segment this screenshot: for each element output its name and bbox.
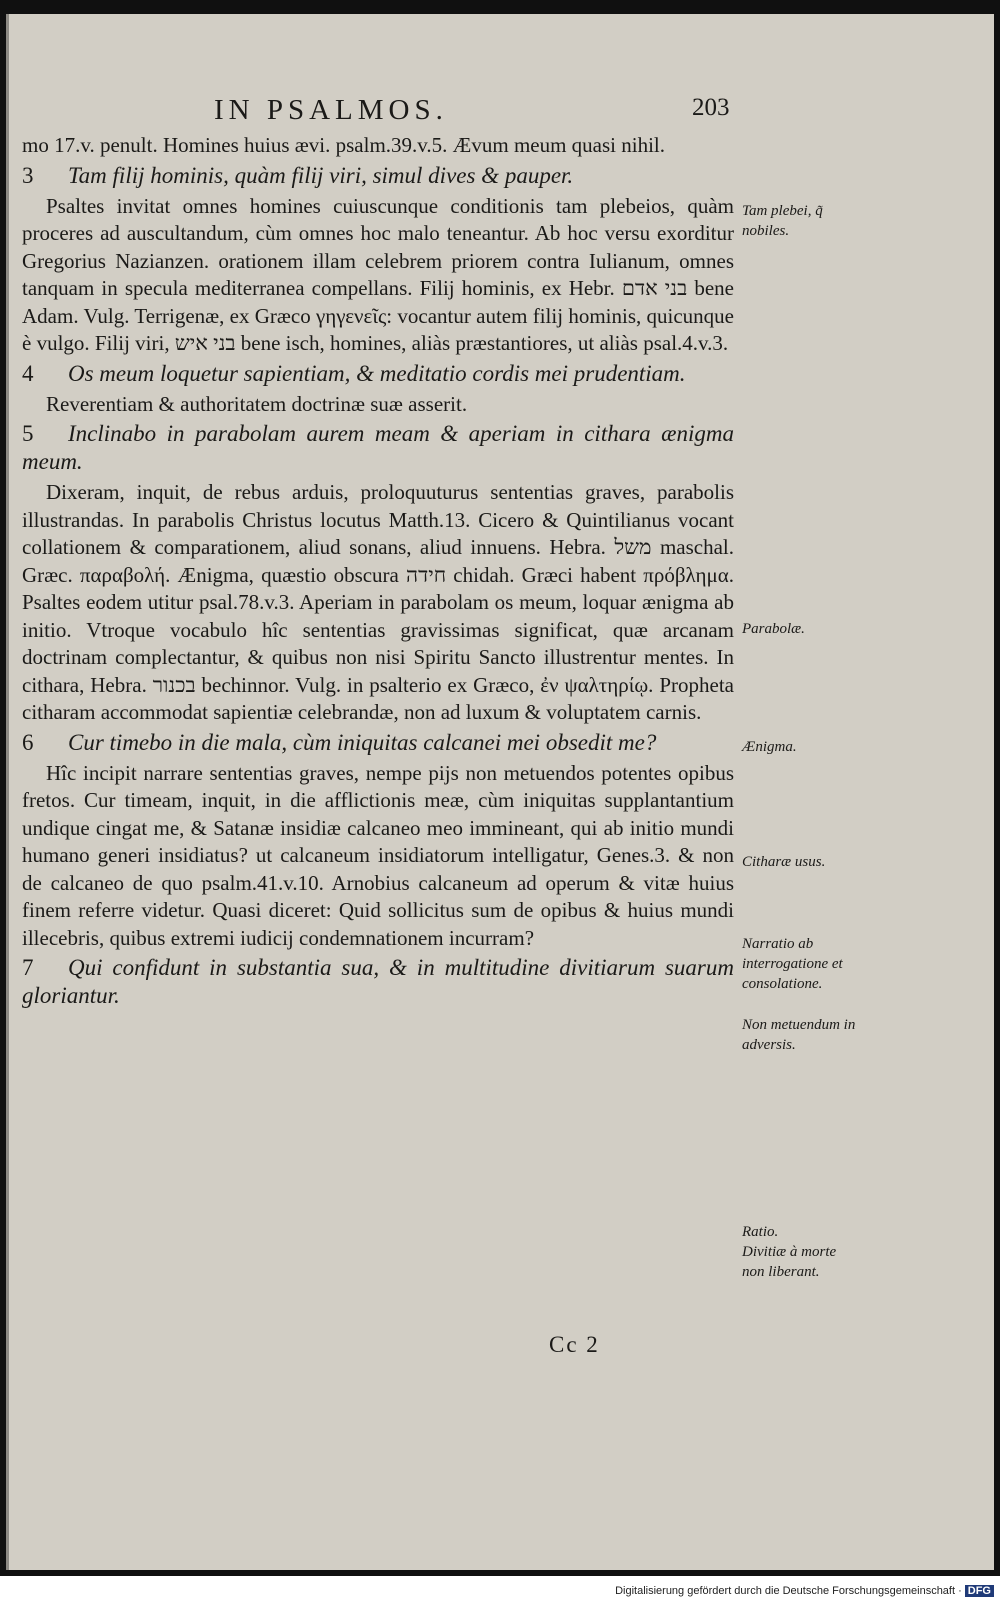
verse-number: 5 — [22, 421, 34, 446]
margin-note: Ænigma. — [742, 739, 797, 755]
margin-note: Citharæ usus. — [742, 854, 826, 870]
verse-text: Cur timebo in die mala, cùm iniquitas calcanei mei obsedit me? — [68, 729, 657, 755]
verse-5 — [22, 420, 734, 476]
commentary-paragraph: Dixeram, inquit, de rebus arduis, proloquuturus sententias graves, parabolis illustrandas. In parabolis Christus locutus Matth.13. Cicero & Quintilianus vocant collationem & comparationem, aliud sonans, aliud innuens. Hebra. משל maschal. Græc. παραβολή. Ænigma, quæstio obscura חידה chidah. Græci habent πρόβλημα. Psaltes eodem utitur psal.78.v.3. Aperiam in parabolam os meum, loquar ænigma ab initio. Vtroque vocabulo hîc sententias gravissimas significat, quæ arcanam doctrinam complectantur, & quibus non nisi Spiritu Sancto illustrentur mentes. In cithara, Hebra. בכנור bechinnor. Vulg. in psalterio ex Græco, ἐν ψαλτηρίῳ. Propheta citharam accommodat sapientiæ celebrandæ, non ad luxum & voluptatem carnis. — [22, 480, 735, 724]
verse-4 — [22, 360, 734, 388]
commentary-paragraph: Reverentiam & authoritatem doctrinæ suæ asserit. — [46, 391, 468, 416]
verse-6 — [22, 729, 734, 757]
main-text-column — [22, 132, 734, 1013]
verse-7 — [22, 954, 734, 1010]
margin-note: Ratio. — [742, 1224, 779, 1240]
signature-mark: Cc 2 — [549, 1332, 600, 1357]
verse-text: Os meum loquetur sapientiam, & meditatio cordis mei prudentiam. — [68, 360, 686, 386]
credit-text: Digitalisierung gefördert durch die Deutsche Forschungsgemeinschaft · — [615, 1585, 962, 1597]
margin-note: Parabolæ. — [742, 621, 805, 637]
margin-note: Divitiæ à morte non liberant. — [742, 1244, 837, 1280]
verse-text: Inclinabo in parabolam aurem meam & aperiam in cithara ænigma meum. — [22, 421, 734, 474]
margin-note: Narratio ab interrogatione et consolatione. — [742, 936, 843, 992]
running-title: IN PSALMOS. — [214, 94, 448, 126]
verse-number: 7 — [22, 955, 34, 980]
page-number: 203 — [692, 94, 730, 121]
book-page — [6, 14, 994, 1570]
verse-number: 3 — [22, 162, 34, 188]
verse-text: Tam filij hominis, quàm filij viri, simul dives & pauper. — [68, 162, 574, 188]
margin-note: Tam plebei, q̃ nobiles. — [742, 203, 823, 239]
verse-number: 6 — [22, 729, 34, 755]
commentary-paragraph: Hîc incipit narrare sententias graves, nempe pijs non metuendos potentes opibus fretos. Cur timeam, inquit, in die afflictionis meæ, cùm iniquitas supplantantium undique cingat me, & Satanæ insidiæ calcaneo meo immineant, qui ab initio mundi humano generi insidiatus? ut calcaneum insidiatorum intelligatur, Genes.3. & non de calcaneo de quo psalm.41.v.10. Arnobius calcaneum ad operum & vitæ huius finem referre videtur. Quasi diceret: Quid sollicitus sum de opibus & huius mundi illecebris, quibus extremi iudicij condemnationem incurram? — [22, 760, 734, 950]
verse-number: 4 — [22, 360, 34, 386]
commentary-paragraph: Psaltes invitat omnes homines cuiuscunque conditionis tam plebeios, quàm proceres ad auscultandum, cùm omnes hoc malo teneantur. Ab hoc versu exorditur Gregorius Nazianzen. orationem illam celebrem priorem contra Iulianum, omnes tanquam in specula mediterranea compellans. Filij hominis, ex Hebr. בני אדם bene Adam. Vulg. Terrigenæ, ex Græco γηγενεῖς: vocantur autem filij hominis, quicunque è vulgo. Filij viri, בני איש bene isch, homines, aliàs præstantiores, ut aliàs psal.4.v.3. — [22, 193, 734, 355]
margin-note: Non metuendum in adversis. — [742, 1017, 856, 1053]
dfg-logo: DFG — [965, 1585, 994, 1597]
text-paragraph: mo 17.v. penult. Homines huius ævi. psalm.39.v.5. Ævum meum quasi nihil. — [22, 133, 666, 157]
verse-text: Qui confidunt in substantia sua, & in multitudine divitiarum suarum gloriantur. — [22, 955, 734, 1008]
digitization-credit — [615, 1585, 994, 1597]
verse-3 — [22, 162, 734, 190]
